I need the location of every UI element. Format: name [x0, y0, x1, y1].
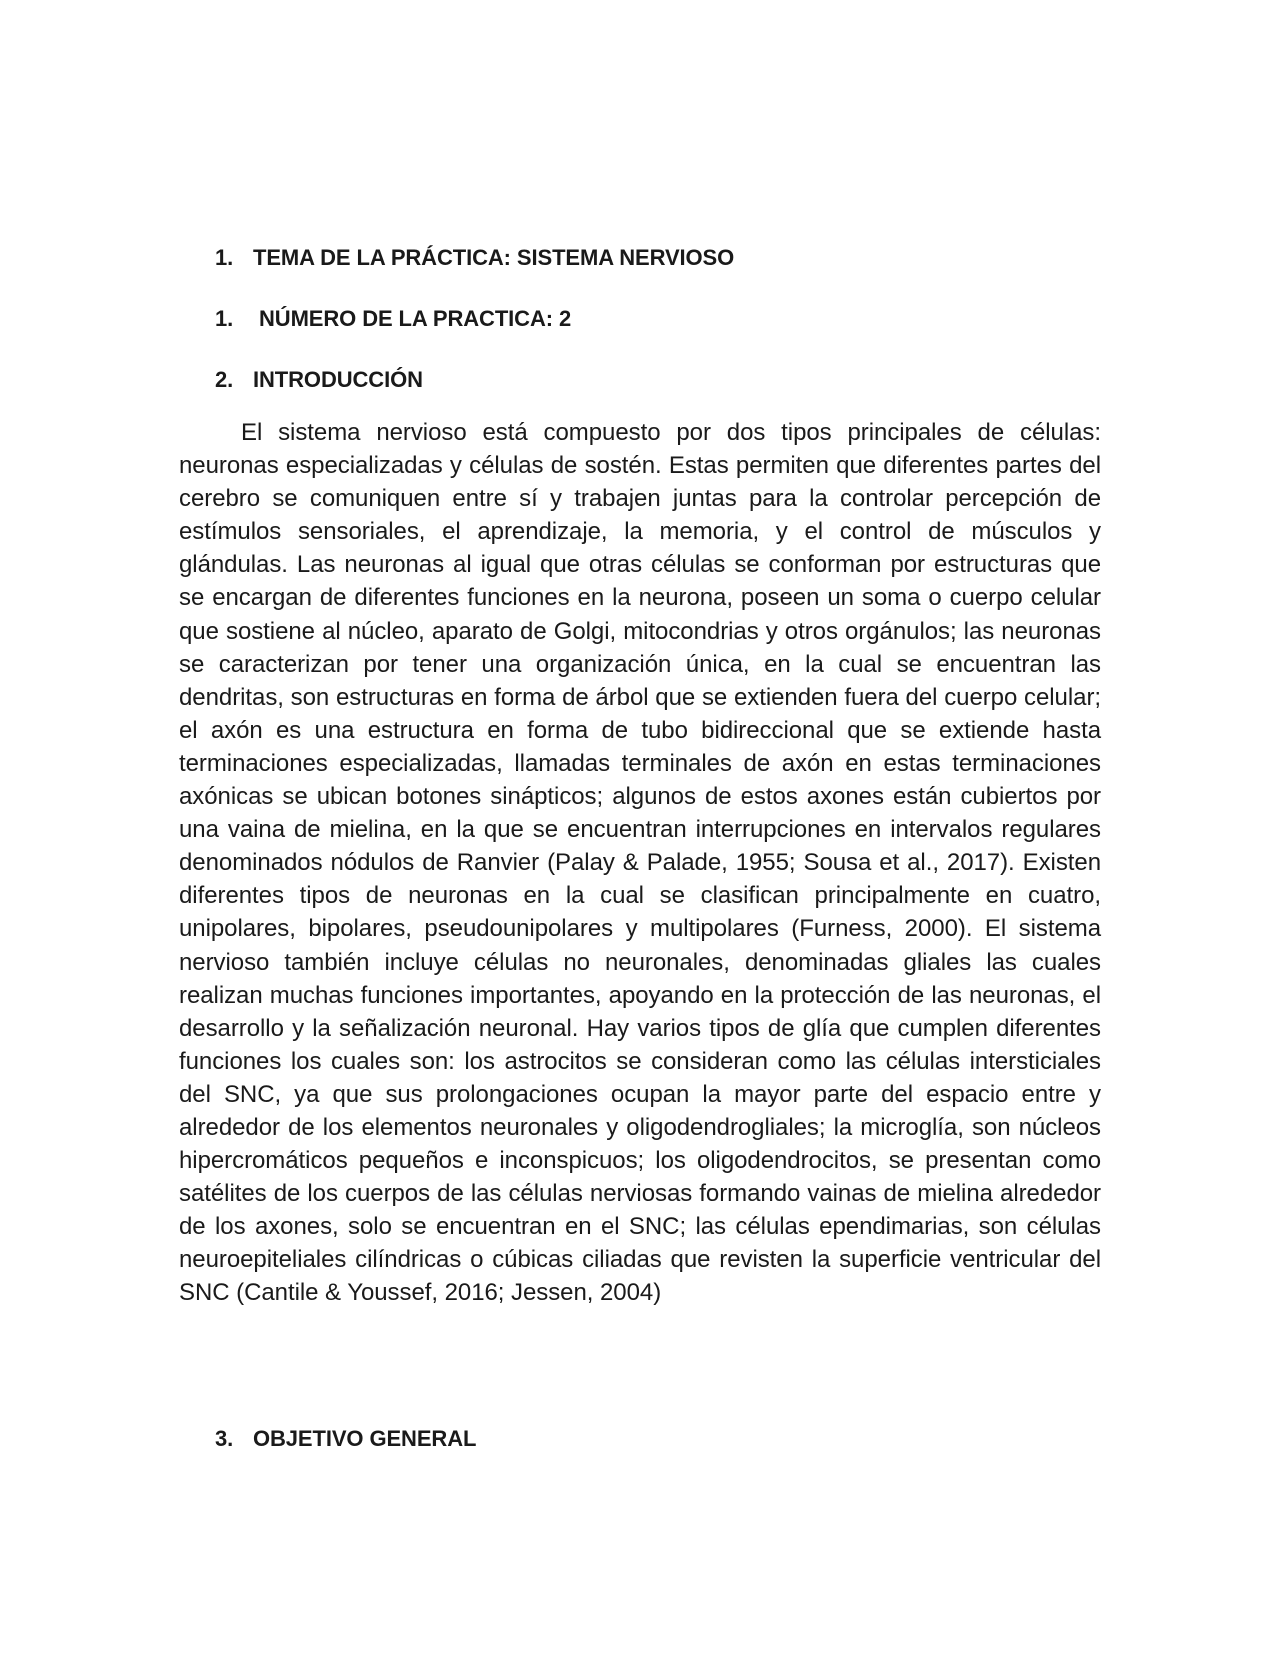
heading-number: 1. — [215, 245, 234, 270]
introduction-paragraph: El sistema nervioso está compuesto por dos tipos principales de células: neuronas especializadas y células de sostén. Estas permiten que diferentes partes del cerebro se comuniquen entre sí y trabajen juntas para la controlar percepción de estímulos sensoriales, el aprendizaje, la memoria, y el control de músculos y glándulas. Las neuronas al igual que otras células se conforman por estructuras que se encargan de diferentes funciones en la neurona, poseen un soma o cuerpo celular que sostiene al núcleo, aparato de Golgi, mitocondrias y otros orgánulos; las neuronas se caracterizan por tener una organización única, en la cual se encuentran las dendritas, son estructuras en forma de árbol que se extienden fuera del cuerpo celular; el axón es una estructura en forma de tubo bidireccional que se extiende hasta terminaciones especializadas, llamadas terminales de axón en estas terminaciones axónicas se ubican botones sinápticos; algunos de estos axones están cubiertos por una vaina de mielina, en la que se encuentran interrupciones en intervalos regulares denominados nódulos de Ranvier (Palay & Palade, 1955; Sousa et al., 2017). Existen diferentes tipos de neuronas en la cual se clasifican principalmente en cuatro, unipolares, bipolares, pseudounipolares y multipolares (Furness, 2000). El sistema nervioso también incluye células no neuronales, denominadas gliales las cuales realizan muchas funciones importantes, apoyando en la protección de las neuronas, el desarrollo y la señalización neuronal. Hay varios tipos de glía que cumplen diferentes funciones los cuales son: los astrocitos se consideran como las células intersticiales del SNC, ya que sus prolongaciones ocupan la mayor parte del espacio entre y alrededor de los elementos neuronales y oligodendrogliales; la microglía, son núcleos hipercromáticos pequeños e inconspicuos; los oligodendrocitos, se presentan como satélites de los cuerpos de las células nerviosas formando vainas de mielina alrededor de los axones, solo se encuentran en el SNC; las células ependimarias, son células neuroepiteliales cilíndricas o cúbicas ciliadas que revisten la superficie ventricular del SNC (Cantile & Youssef, 2016; Jessen, 2004) — [179, 419, 1101, 1307]
heading-number: 2. — [215, 367, 234, 392]
heading-tema — [215, 245, 734, 271]
heading-text: NÚMERO DE LA PRACTICA: 2 — [259, 306, 572, 331]
heading-numero — [215, 306, 571, 332]
heading-number: 3. — [215, 1426, 234, 1451]
heading-number: 1. — [215, 306, 234, 331]
heading-introduccion — [215, 367, 423, 393]
heading-text: OBJETIVO GENERAL — [253, 1426, 477, 1451]
heading-text: TEMA DE LA PRÁCTICA: SISTEMA NERVIOSO — [253, 245, 735, 270]
heading-objetivo-general — [215, 1426, 476, 1452]
heading-text: INTRODUCCIÓN — [253, 367, 423, 392]
